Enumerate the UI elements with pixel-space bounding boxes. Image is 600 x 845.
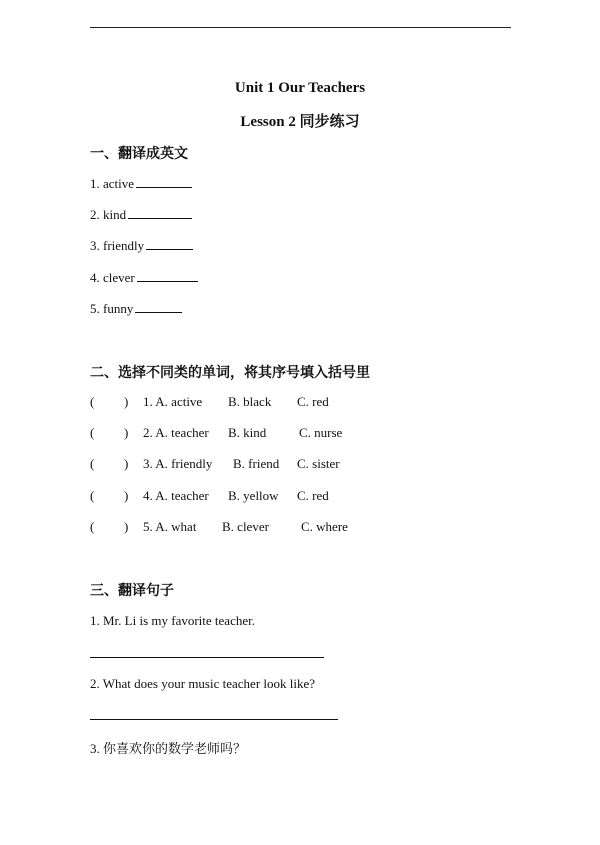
top-rule: [90, 27, 511, 28]
option-a: 3. A. friendly: [143, 456, 213, 471]
translate-item-5: [90, 300, 182, 317]
translate-item-text: 5. funny: [90, 301, 134, 316]
sentence-2: 2. What does your music teacher look like?: [90, 676, 316, 691]
paren-close: ): [124, 425, 129, 440]
translate-item-4: [90, 269, 198, 286]
option-b: B. clever: [222, 519, 269, 534]
translate-item-text: 2. kind: [90, 207, 127, 222]
paren-open: (: [90, 488, 95, 503]
option-a: 2. A. teacher: [143, 425, 209, 440]
answer-line-2[interactable]: [90, 719, 338, 720]
option-c: C. red: [297, 488, 329, 503]
section-3-heading: 三、翻译句子: [90, 583, 174, 599]
option-b: B. black: [228, 394, 272, 409]
worksheet-subtitle: Lesson 2 同步练习: [240, 114, 360, 130]
option-b: B. yellow: [228, 488, 279, 503]
translate-item-text: 1. active: [90, 176, 135, 191]
option-a: 1. A. active: [143, 394, 203, 409]
translate-item-text: 3. friendly: [90, 238, 145, 253]
answer-blank[interactable]: [135, 300, 182, 313]
section-2-heading: 二、选择不同类的单词，将其序号填入括号里: [90, 365, 370, 381]
translate-item-1: [90, 175, 192, 192]
option-a: 4. A. teacher: [143, 488, 209, 503]
option-c: C. nurse: [299, 425, 343, 440]
sentence-1: 1. Mr. Li is my favorite teacher.: [90, 613, 255, 628]
paren-open: (: [90, 456, 95, 471]
option-b: B. friend: [233, 456, 280, 471]
option-c: C. sister: [297, 456, 340, 471]
answer-blank[interactable]: [146, 237, 193, 250]
paren-close: ): [124, 394, 129, 409]
option-b: B. kind: [228, 425, 267, 440]
translate-item-2: [90, 206, 192, 223]
answer-blank[interactable]: [137, 269, 198, 282]
translate-item-text: 4. clever: [90, 270, 135, 285]
answer-line-1[interactable]: [90, 657, 324, 658]
paren-open: (: [90, 519, 95, 534]
sentence-3: 3. 你喜欢你的数学老师吗？: [90, 741, 247, 756]
option-a: 5. A. what: [143, 519, 197, 534]
paren-open: (: [90, 425, 95, 440]
section-1-heading: 一、翻译成英文: [90, 146, 188, 162]
paren-close: ): [124, 519, 129, 534]
paren-close: ): [124, 456, 129, 471]
worksheet-title: Unit 1 Our Teachers: [234, 80, 366, 96]
answer-blank[interactable]: [128, 206, 192, 219]
translate-item-3: [90, 237, 193, 254]
option-c: C. where: [301, 519, 348, 534]
paren-close: ): [124, 488, 129, 503]
option-c: C. red: [297, 394, 329, 409]
paren-open: (: [90, 394, 95, 409]
answer-blank[interactable]: [136, 175, 192, 188]
